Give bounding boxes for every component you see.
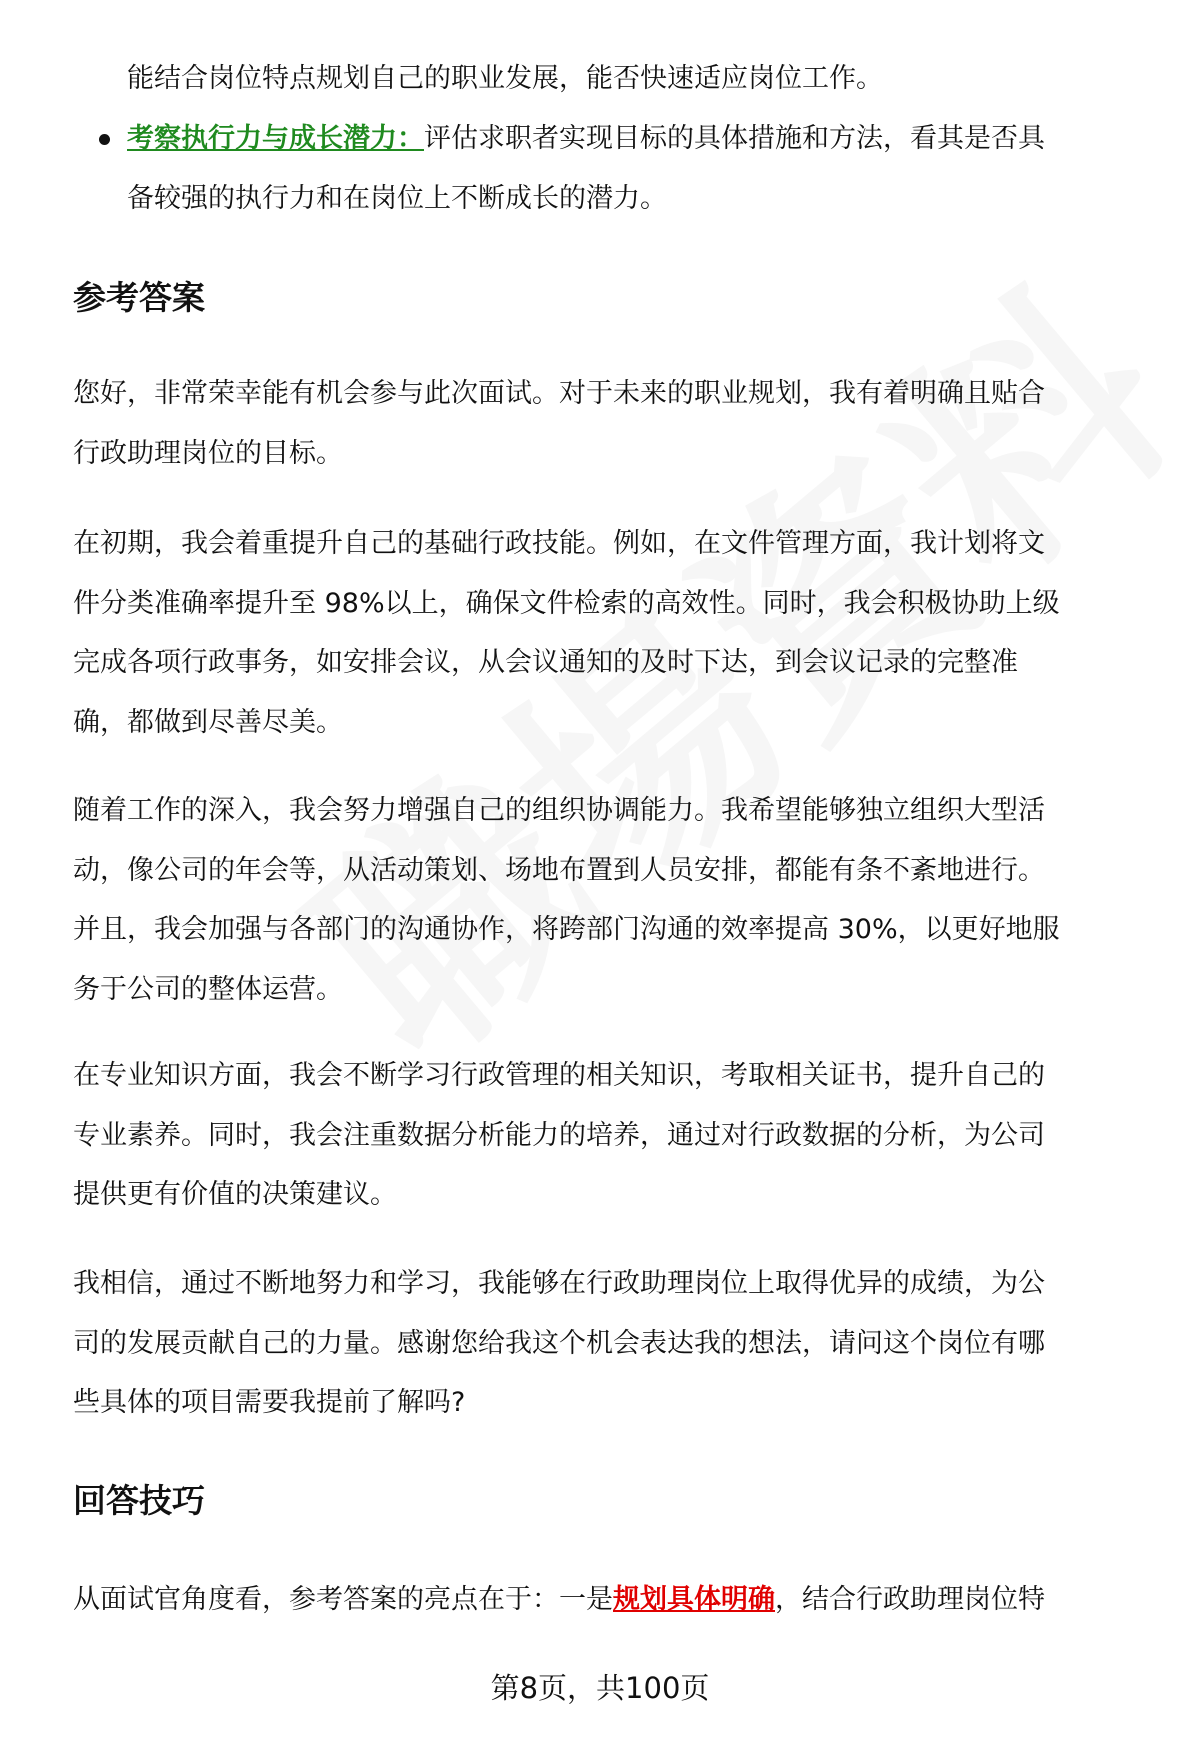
tips-paragraph bbox=[73, 1570, 1163, 1630]
highlight-text: 规划具体明确 bbox=[613, 1584, 775, 1615]
text-line: 行政助理岗位的目标。 bbox=[73, 437, 343, 469]
text: ，结合行政助理岗位特 bbox=[775, 1584, 1045, 1615]
paragraph bbox=[73, 1254, 1163, 1433]
text-line: 专业素养。同时，我会注重数据分析能力的培养，通过对行政数据的分析，为公司 bbox=[73, 1119, 1045, 1151]
text-line: 并且，我会加强与各部门的沟通协作，将跨部门沟通的效率提高 30%，以更好地服 bbox=[73, 914, 1060, 945]
intro-line bbox=[127, 49, 1200, 109]
text-line: 随着工作的深入，我会努力增强自己的组织协调能力。我希望能够独立组织大型活 bbox=[73, 795, 1045, 826]
text-line: 些具体的项目需要我提前了解吗? bbox=[73, 1387, 466, 1418]
bullet-label: 考察执行力与成长潜力： bbox=[127, 123, 424, 154]
paragraph bbox=[73, 1046, 1163, 1225]
text-line: 在专业知识方面，我会不断学习行政管理的相关知识，考取相关证书，提升自己的 bbox=[73, 1060, 1045, 1091]
text-line: 确，都做到尽善尽美。 bbox=[73, 706, 343, 738]
text-line: 您好，非常荣幸能有机会参与此次面试。对于未来的职业规划，我有着明确且贴合 bbox=[73, 378, 1045, 409]
bullet-item bbox=[127, 109, 1200, 228]
section-heading-answer: 参考答案 bbox=[73, 278, 205, 317]
text-line: 提供更有价值的决策建议。 bbox=[73, 1179, 397, 1210]
text-line: 在初期，我会着重提升自己的基础行政技能。例如，在文件管理方面，我计划将文 bbox=[73, 528, 1045, 559]
text-line: 件分类准确率提升至 98%以上，确保文件检索的高效性。同时，我会积极协助上级 bbox=[73, 587, 1060, 619]
text-line bbox=[73, 1570, 1163, 1630]
paragraph bbox=[73, 781, 1163, 1019]
text-line: 能结合岗位特点规划自己的职业发展，能否快速适应岗位工作。 bbox=[127, 63, 883, 94]
text-line: 司的发展贡献自己的力量。感谢您给我这个机会表达我的想法，请问这个岗位有哪 bbox=[73, 1327, 1045, 1359]
bullet-dot-icon bbox=[99, 134, 110, 145]
bullet-text: 评估求职者实现目标的具体措施和方法，看其是否具 bbox=[424, 123, 1045, 154]
paragraph bbox=[73, 514, 1163, 752]
text-line: 我相信，通过不断地努力和学习，我能够在行政助理岗位上取得优异的成绩，为公 bbox=[73, 1268, 1045, 1299]
section-heading-tips: 回答技巧 bbox=[73, 1481, 205, 1520]
text: 从面试官角度看，参考答案的亮点在于：一是 bbox=[73, 1584, 613, 1615]
paragraph bbox=[73, 364, 1163, 483]
text-line: 完成各项行政事务，如安排会议，从会议通知的及时下达，到会议记录的完整准 bbox=[73, 647, 1018, 678]
text-line: 动，像公司的年会等，从活动策划、场地布置到人员安排，都能有条不紊地进行。 bbox=[73, 854, 1045, 886]
page-footer: 第8页，共100页 bbox=[490, 1671, 710, 1705]
text-line: 备较强的执行力和在岗位上不断成长的潜力。 bbox=[127, 182, 667, 214]
text-line bbox=[127, 109, 1200, 169]
text-line: 务于公司的整体运营。 bbox=[73, 973, 343, 1005]
